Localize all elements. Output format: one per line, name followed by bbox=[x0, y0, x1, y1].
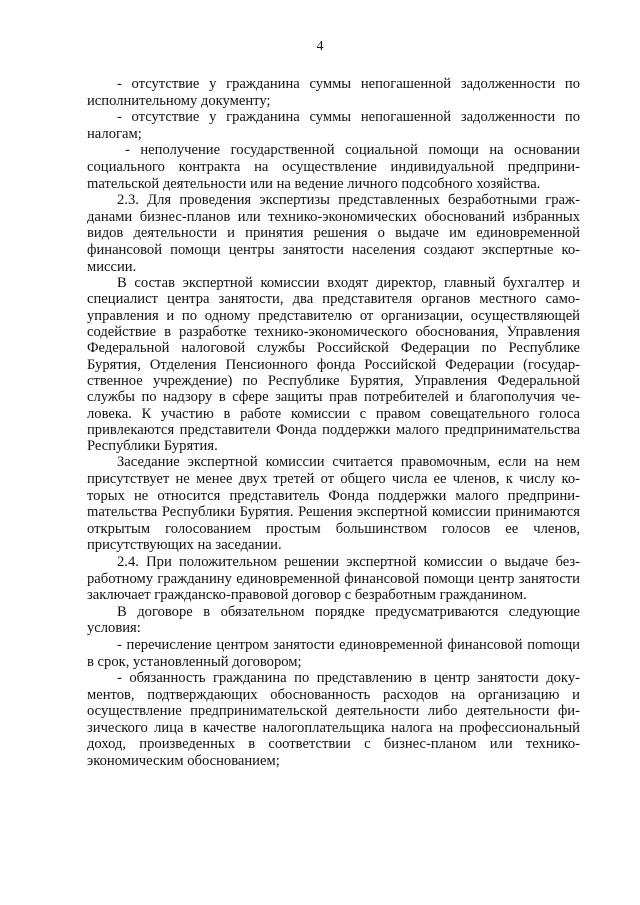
paragraph-commission-composition: В состав экспертной комиссии входят директор, главный бухгалтер и специалист центра занятости, два представителя органов местного самоуправления и по одному представителю от организации, осуществляющей содействие в разработке технико-экономического обоснования, Управления Федеральной налоговой службы Российской Федерации по Республике Бурятия, Отделения Пенсионного фонда Российской Федерации (государственное учреждение) по Республике Бурятия, Управления Федеральной службы по надзору в сфере защиты прав потребителей и благополучия человека. К участию в работе комиссии с правом совещательного голоса привлекаются представители Фонда поддержки малого предпринимательства Республики Бурятия. bbox=[87, 275, 580, 455]
paragraph-documents-obligation: - обязанность гражданина по представлению в центр занятости документов, подтверждающих обоснованность расходов на организацию и осуществление предпринимательской деятельности либо деятельности физического лица в качестве налогоплательщика налога на профессиональный доход, произведенных в соответствии с бизнес-планом или технико-экономическим обоснованием; bbox=[87, 670, 580, 770]
paragraph-commission-quorum: Заседание экспертной комиссии считается правомочным, если на нем присутствует не менее двух третей от общего числа ее членов, к числу которых не относится представитель Фонда поддержки малого предприниmательства Республики Бурятия. Решения экспертной комиссии принимаются открытым голосованием простым большинством голосов ее членов, присутствующих на заседании. bbox=[87, 454, 580, 554]
paragraph-payment-transfer: - перечисление центром занятости единовременной финансовой поmощи в срок, установленный договором; bbox=[87, 636, 580, 670]
paragraph-debt-writ: - отсутствие у гражданина суммы непогашенной задолженности по исполнительному документу; bbox=[87, 76, 580, 109]
paragraph-tax-debt: - отсутствие у гражданина суммы непогашенной задолженности по налогам; bbox=[87, 109, 580, 142]
page-number: 4 bbox=[316, 38, 324, 53]
paragraph-2-4-contract: 2.4. При положительном решении экспертной комиссии о выдаче безработному гражданину единовременной финансовой помощи центр занятости заключает гражданско-правовой договор с безработным гражданином. bbox=[87, 553, 580, 604]
paragraph-2-3-expert-commissions: 2.3. Для проведения экспертизы представленных безработными гражданами бизнес-планов или технико-экономических обоснований избранных видов деятельности и принятия решения о выдаче им единовременной финансовой помощи центры занятости населения создают экспертные комиссии. bbox=[87, 192, 580, 275]
paragraph-contract-conditions: В договоре в обязательном порядке предусматриваются следующие условия: bbox=[87, 603, 580, 637]
body-text bbox=[87, 76, 580, 770]
paragraph-social-assistance: - неполучение государственной социальной помощи на основании социального контракта на осуществление индивидуальной предприниmательской деятельности или на ведение личного подсобного хозяйства. bbox=[87, 142, 580, 192]
